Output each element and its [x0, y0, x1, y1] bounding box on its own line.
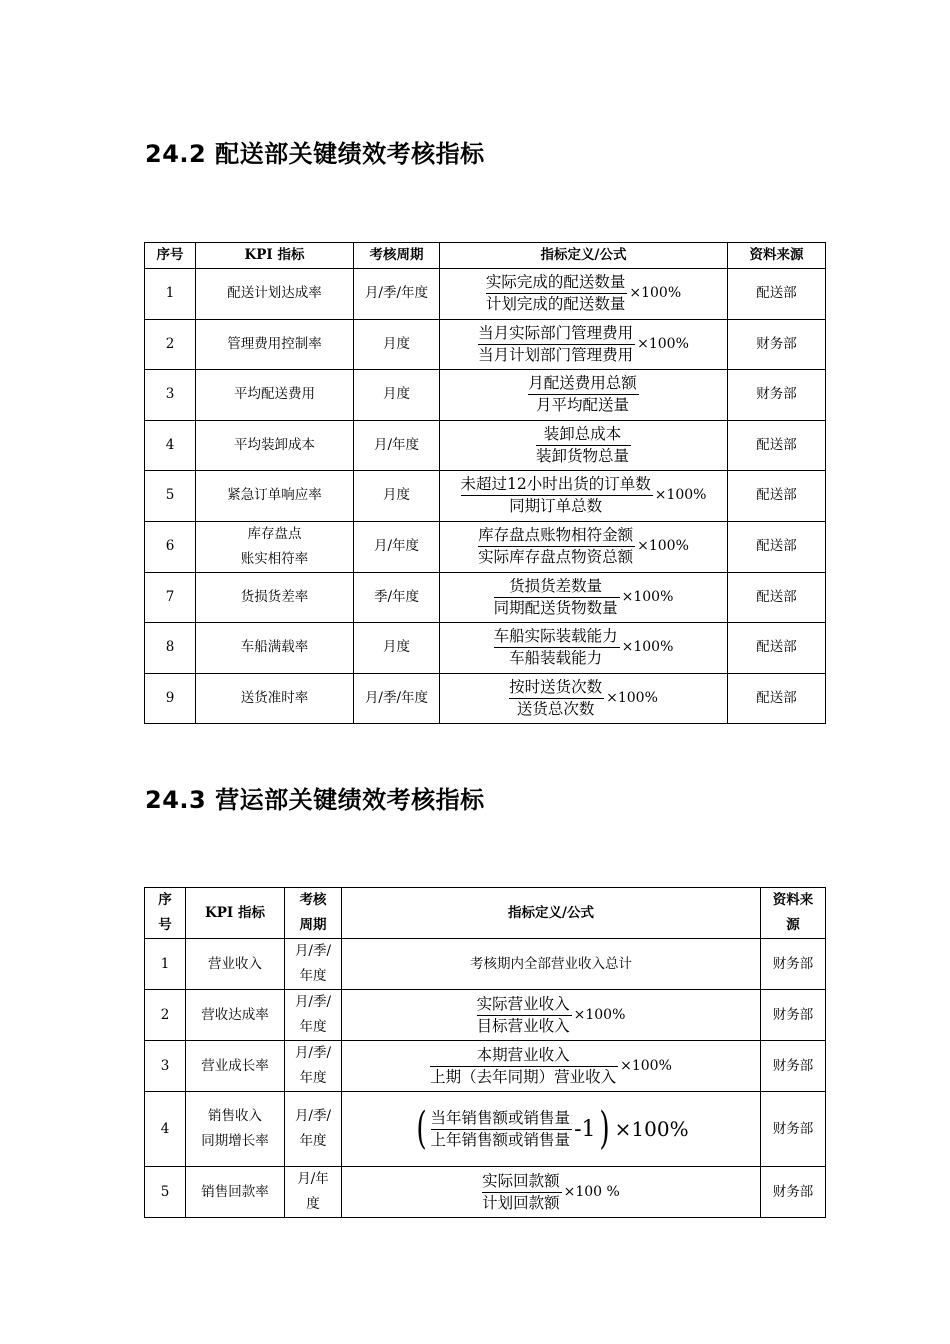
formula-denominator: 上年销售额或销售量 [430, 1130, 571, 1149]
table-row [145, 1167, 826, 1218]
row-no: 3 [145, 1041, 186, 1092]
row-kpi: 管理费用控制率 [196, 319, 354, 370]
row-kpi: 销售回款率 [186, 1167, 285, 1218]
row-source: 配送部 [728, 269, 826, 320]
row-kpi-line2: 账实相符率 [240, 550, 309, 567]
row-no: 6 [145, 521, 196, 572]
header-source [761, 888, 826, 939]
row-cycle-line2: 年度 [299, 968, 327, 984]
row-formula [440, 572, 728, 623]
table-row [145, 269, 826, 320]
row-kpi [196, 521, 354, 572]
formula-denominator: 月平均配送量 [535, 396, 629, 415]
formula-numerator: 月配送费用总额 [528, 373, 639, 395]
table-header-row [145, 888, 826, 939]
row-kpi: 货损货差率 [196, 572, 354, 623]
row-no: 2 [145, 990, 186, 1041]
row-source: 配送部 [728, 572, 826, 623]
row-cycle-line1: 月/年 [297, 1171, 329, 1187]
row-formula [440, 521, 728, 572]
formula-denominator: 装卸货物总量 [535, 446, 629, 465]
row-formula [342, 1167, 761, 1218]
row-formula [342, 1041, 761, 1092]
row-no: 1 [145, 939, 186, 990]
header-cycle [285, 888, 342, 939]
formula-denominator: 上期（去年同期）营业收入 [430, 1067, 617, 1086]
row-cycle-line2: 度 [306, 1196, 320, 1212]
formula-denominator: 同期配送货物数量 [493, 598, 618, 617]
row-kpi-line2: 同期增长率 [201, 1133, 269, 1149]
header-kpi: KPI 指标 [196, 243, 354, 269]
row-no: 5 [145, 471, 196, 522]
row-source: 配送部 [728, 673, 826, 724]
table-row [145, 990, 826, 1041]
formula-denominator: 计划完成的配送数量 [485, 295, 626, 314]
row-definition: 考核期内全部营业收入总计 [342, 939, 761, 990]
formula-multiplier: ×100% [637, 335, 689, 352]
row-kpi: 平均配送费用 [196, 370, 354, 421]
table-row [145, 319, 826, 370]
table-row [145, 370, 826, 421]
formula-numerator: 本期营业收入 [430, 1045, 618, 1067]
row-cycle: 月度 [354, 471, 440, 522]
section-title-distribution: 24.2 配送部关键绩效考核指标 [145, 140, 485, 168]
formula-numerator: 未超过12小时出货的订单数 [461, 474, 653, 496]
row-formula [440, 420, 728, 471]
row-cycle-line1: 月/季/ [294, 943, 332, 959]
row-formula [440, 623, 728, 674]
row-cycle-line1: 月/季/ [294, 1045, 332, 1061]
row-cycle: 月/季/年度 [354, 269, 440, 320]
formula-multiplier: ×100 % [563, 1183, 620, 1200]
section-title-operations: 24.3 营运部关键绩效考核指标 [145, 786, 485, 814]
formula-numerator: 实际回款额 [482, 1171, 562, 1193]
row-source: 财务部 [761, 1092, 826, 1167]
row-no: 8 [145, 623, 196, 674]
row-source: 配送部 [728, 420, 826, 471]
row-kpi: 紧急订单响应率 [196, 471, 354, 522]
formula-numerator: 实际完成的配送数量 [486, 272, 628, 294]
row-cycle [285, 1041, 342, 1092]
formula-numerator: 货损货差数量 [494, 576, 620, 598]
row-kpi: 平均装卸成本 [196, 420, 354, 471]
row-cycle: 月/年度 [354, 420, 440, 471]
row-formula [440, 471, 728, 522]
row-no: 5 [145, 1167, 186, 1218]
row-cycle: 月/年度 [354, 521, 440, 572]
row-no: 1 [145, 269, 196, 320]
header-cycle-line1: 考核 [299, 892, 327, 908]
row-cycle-line1: 月/季/ [294, 994, 332, 1010]
row-no: 4 [145, 1092, 186, 1167]
row-cycle [285, 939, 342, 990]
row-cycle: 季/年度 [354, 572, 440, 623]
header-cycle-line2: 周期 [299, 917, 327, 933]
header-source: 资料来源 [728, 243, 826, 269]
table-row [145, 673, 826, 724]
row-cycle [285, 1167, 342, 1218]
formula-multiplier: ×100% [654, 487, 707, 504]
formula-numerator: 库存盘点账物相符金额 [478, 525, 635, 547]
row-kpi: 营业成长率 [186, 1041, 285, 1092]
row-kpi: 车船满载率 [196, 623, 354, 674]
header-definition: 指标定义/公式 [440, 243, 728, 269]
row-cycle [285, 1092, 342, 1167]
operations-kpi-table [144, 887, 826, 1218]
table-header-row [145, 243, 826, 269]
row-source: 财务部 [728, 370, 826, 421]
row-kpi-line1: 销售收入 [208, 1108, 262, 1124]
row-no: 9 [145, 673, 196, 724]
header-no: 序号 [145, 243, 196, 269]
formula-multiplier: ×100% [606, 689, 658, 706]
row-no: 2 [145, 319, 196, 370]
header-no [145, 888, 186, 939]
row-kpi: 营业收入 [186, 939, 285, 990]
row-no: 4 [145, 420, 196, 471]
row-cycle-line1: 月/季/ [294, 1108, 332, 1124]
table-row [145, 1092, 826, 1167]
row-kpi [186, 1092, 285, 1167]
row-source: 配送部 [728, 623, 826, 674]
formula-denominator: 送货总次数 [516, 699, 595, 718]
formula-denominator: 目标营业收入 [476, 1016, 570, 1035]
formula-denominator: 同期订单总数 [509, 497, 603, 516]
formula-multiplier: ×100% [621, 639, 674, 656]
header-cycle: 考核周期 [354, 243, 440, 269]
formula-numerator: 车船实际装载能力 [494, 626, 620, 648]
formula-multiplier: ×100% [620, 1057, 672, 1074]
header-kpi: KPI 指标 [186, 888, 285, 939]
header-source-line2: 源 [786, 917, 800, 933]
table-row [145, 939, 826, 990]
formula-numerator: 实际营业收入 [477, 994, 572, 1016]
row-formula [440, 319, 728, 370]
formula-denominator: 实际库存盘点物资总额 [478, 548, 634, 566]
table-row [145, 471, 826, 522]
distribution-kpi-table [144, 242, 826, 724]
row-formula [440, 370, 728, 421]
table-row [145, 623, 826, 674]
row-source: 财务部 [761, 990, 826, 1041]
right-paren-glyph: ) [598, 1103, 610, 1154]
row-kpi: 配送计划达成率 [196, 269, 354, 320]
row-no: 3 [145, 370, 196, 421]
row-formula [440, 673, 728, 724]
table-row [145, 521, 826, 572]
row-formula [342, 1092, 761, 1167]
formula-multiplier: ×100% [621, 588, 674, 605]
row-source: 财务部 [728, 319, 826, 370]
row-source: 财务部 [761, 1167, 826, 1218]
formula-numerator: 按时送货次数 [509, 677, 604, 699]
row-cycle: 月/季/年度 [354, 673, 440, 724]
formula-numerator: 装卸总成本 [536, 424, 631, 446]
formula-denominator: 计划回款额 [482, 1193, 560, 1212]
formula-denominator: 当月计划部门管理费用 [478, 345, 634, 364]
formula-numerator: 当月实际部门管理费用 [478, 323, 635, 345]
row-cycle-line2: 年度 [299, 1019, 327, 1035]
row-source: 财务部 [761, 1041, 826, 1092]
row-cycle [285, 990, 342, 1041]
row-cycle-line2: 年度 [299, 1070, 327, 1086]
formula-numerator: 当年销售额或销售量 [431, 1108, 573, 1130]
table-row [145, 572, 826, 623]
header-definition: 指标定义/公式 [342, 888, 761, 939]
formula-denominator: 车船装载能力 [509, 649, 603, 668]
row-source: 配送部 [728, 471, 826, 522]
row-cycle: 月度 [354, 623, 440, 674]
row-source: 配送部 [728, 521, 826, 572]
formula-multiplier: ×100% [629, 285, 682, 302]
left-paren-glyph: ( [416, 1103, 428, 1154]
row-no: 7 [145, 572, 196, 623]
row-kpi: 营收达成率 [186, 990, 285, 1041]
header-no-line1: 序 [158, 892, 172, 908]
formula-minus-one: -1 [574, 1116, 596, 1142]
row-cycle-line2: 年度 [299, 1133, 327, 1149]
row-kpi: 送货准时率 [196, 673, 354, 724]
formula-multiplier: ×100% [637, 538, 689, 554]
table-row [145, 1041, 826, 1092]
formula-multiplier: ×100% [614, 1116, 689, 1141]
row-formula [440, 269, 728, 320]
formula-multiplier: ×100% [573, 1006, 626, 1023]
row-source: 财务部 [761, 939, 826, 990]
header-source-line1: 资料来 [772, 892, 814, 908]
table-row [145, 420, 826, 471]
row-formula [342, 990, 761, 1041]
header-no-line2: 号 [158, 917, 172, 933]
row-cycle: 月度 [354, 319, 440, 370]
row-cycle: 月度 [354, 370, 440, 421]
row-kpi-line1: 库存盘点 [247, 525, 302, 542]
